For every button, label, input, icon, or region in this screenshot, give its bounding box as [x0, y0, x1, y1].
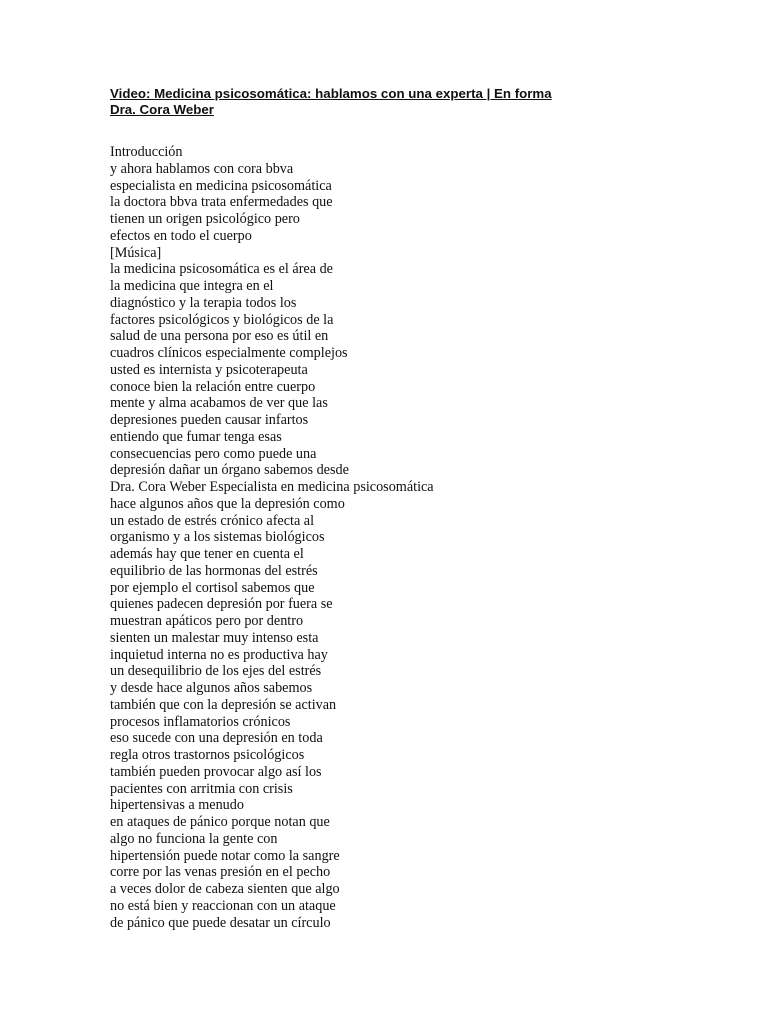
transcript-line: inquietud interna no es productiva hay — [110, 646, 328, 663]
transcript-line: a veces dolor de cabeza sienten que algo — [110, 881, 340, 897]
transcript-line: y desde hace algunos años sabemos — [110, 680, 313, 696]
transcript-line: sienten un malestar muy intenso esta — [110, 629, 319, 646]
transcript-line: diagnóstico y la terapia todos los — [110, 294, 297, 311]
transcript-line: entiendo que fumar tenga esas — [110, 428, 282, 445]
transcript-line: hipertensivas a menudo — [110, 797, 244, 814]
transcript-line: también que con la depresión se activan — [110, 696, 337, 713]
transcript-line: además hay que tener en cuenta el — [110, 546, 304, 562]
transcript-line: depresión dañar un órgano sabemos desde — [110, 462, 349, 479]
transcript-line: en ataques de pánico porque notan que — [110, 814, 330, 830]
transcript-line: factores psicológicos y biológicos de la — [110, 311, 334, 328]
transcript-line: procesos inflamatorios crónicos — [110, 713, 291, 730]
transcript-line: [Música] — [110, 244, 162, 261]
transcript-line: organismo y a los sistemas biológicos — [110, 529, 325, 546]
document-header — [110, 86, 730, 117]
transcript-line: Introducción — [110, 144, 183, 160]
transcript-line: no está bien y reaccionan con un ataque — [110, 897, 336, 914]
transcript-line: depresiones pueden causar infartos — [110, 412, 309, 428]
transcript-line: también pueden provocar algo así los — [110, 763, 322, 780]
transcript-line: tienen un origen psicológico pero — [110, 211, 300, 227]
transcript-line: de pánico que puede desatar un círculo — [110, 914, 331, 931]
transcript-line: conoce bien la relación entre cuerpo — [110, 378, 316, 395]
transcript-line: efectos en todo el cuerpo — [110, 227, 252, 244]
transcript-line: salud de una persona por eso es útil en — [110, 328, 329, 345]
transcript-line: algo no funciona la gente con — [110, 830, 278, 847]
transcript-line: equilibrio de las hormonas del estrés — [110, 562, 318, 579]
transcript-line: mente y alma acabamos de ver que las — [110, 395, 328, 412]
transcript-body — [110, 144, 730, 931]
transcript-line: corre por las venas presión en el pecho — [110, 864, 331, 881]
transcript-line: un desequilibrio de los ejes del estrés — [110, 663, 322, 680]
transcript-line: la doctora bbva trata enfermedades que — [110, 194, 333, 211]
transcript-line: hace algunos años que la depresión como — [110, 495, 345, 512]
transcript-line: un estado de estrés crónico afecta al — [110, 512, 315, 529]
transcript-line: y ahora hablamos con cora bbva — [110, 160, 294, 177]
transcript-line: la medicina psicosomática es el área de — [110, 261, 333, 278]
transcript-line: cuadros clínicos especialmente complejos — [110, 345, 348, 361]
document-subtitle: Dra. Cora Weber — [110, 101, 214, 117]
document-title: Video: Medicina psicosomática: hablamos con una experta | En forma — [110, 86, 552, 101]
transcript-line: especialista en medicina psicosomática — [110, 177, 332, 194]
transcript-line: Dra. Cora Weber Especialista en medicina psicosomática — [110, 479, 434, 495]
transcript-line: quienes padecen depresión por fuera se — [110, 596, 333, 613]
transcript-line: pacientes con arritmia con crisis — [110, 780, 293, 797]
transcript-line: consecuencias pero como puede una — [110, 445, 317, 462]
transcript-line: regla otros trastornos psicológicos — [110, 747, 305, 763]
transcript-line: la medicina que integra en el — [110, 278, 274, 294]
transcript-line: usted es internista y psicoterapeuta — [110, 361, 308, 378]
transcript-line: muestran apáticos pero por dentro — [110, 613, 304, 629]
transcript-line: por ejemplo el cortisol sabemos que — [110, 579, 315, 596]
transcript-line: hipertensión puede notar como la sangre — [110, 847, 340, 864]
transcript-line: eso sucede con una depresión en toda — [110, 730, 323, 747]
